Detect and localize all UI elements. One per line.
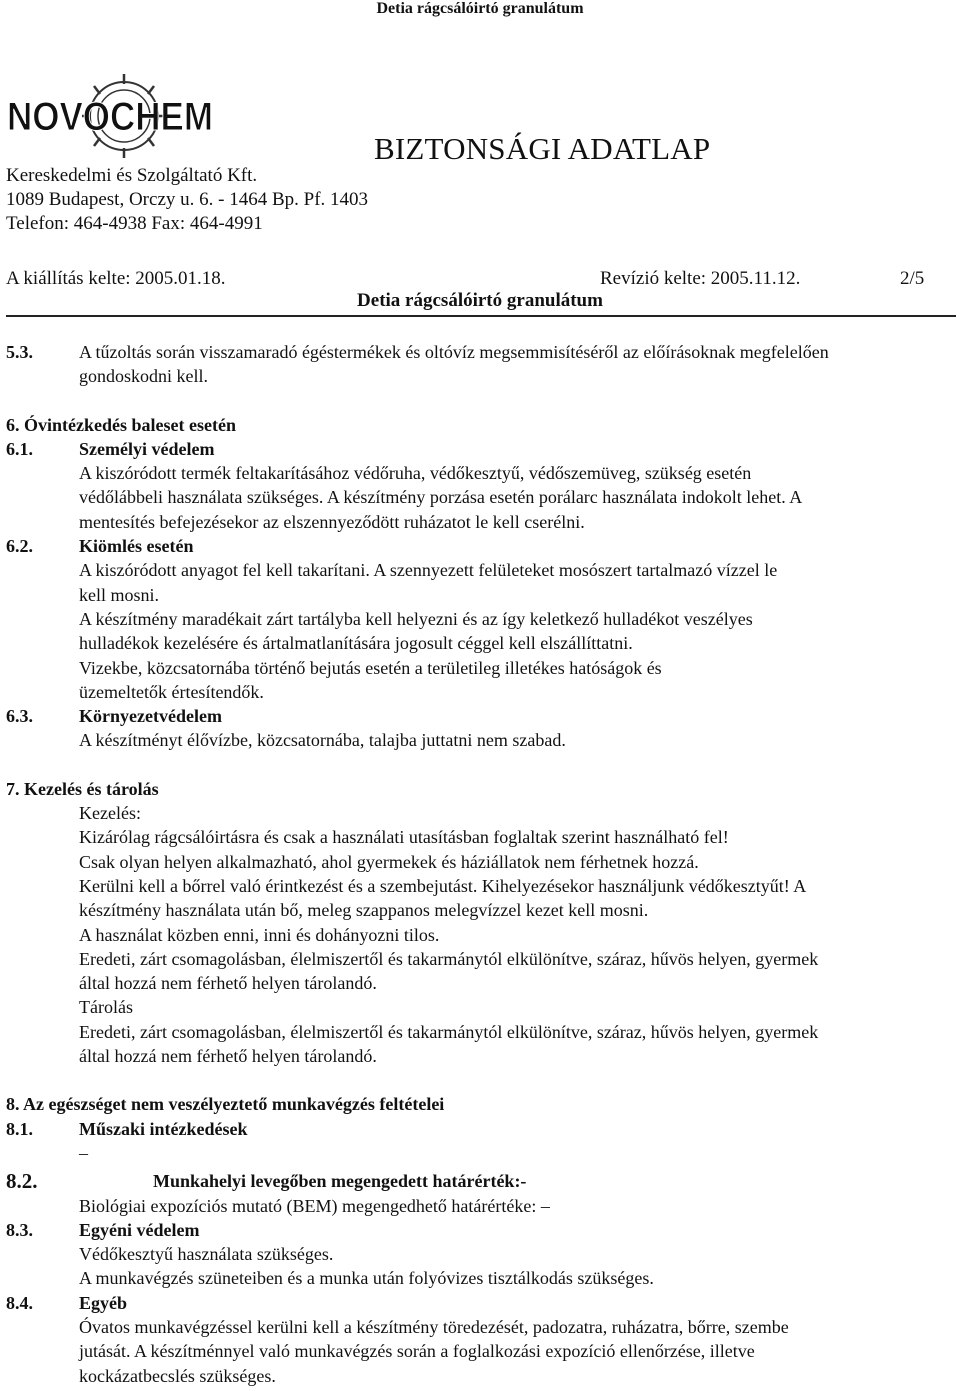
document-title: BIZTONSÁGI ADATLAP	[374, 131, 711, 166]
company-name: Kereskedelmi és Szolgáltató Kft.	[6, 165, 258, 186]
company-address	[6, 164, 368, 236]
section-6-3: 6.3. Környezetvédelem A készítményt élővízbe, közcsatornába, talajba juttatni nem szabad.	[6, 706, 566, 751]
section-6-title: 6. Óvintézkedés baleset esetén	[6, 414, 236, 435]
section-7-body: Kezelés: Kizárólag rágcsálóirtásra és csak a használati utasításban foglaltak szerint használható fel! Csak olyan helyen alkalmazható, ahol gyermekek és háziállatok nem férhetnek hozzá. Kerülni kell a bőrrel való érintkezést és a szembejutást. Kihelyezésekor használjunk védőkesztyűt! A készítmény használata után bő, meleg szappanos melegvízzel kezet kell mosni. A használat közben enni, inni és dohányozni tilos. Eredeti, zárt csomagolásban, élelmiszertől és takarmánytól elkülönítve, száraz, hűvös helyen, gyermek által hozzá nem férhető helyen tárolandó. Tárolás Eredeti, zárt csomagolásban, élelmiszertől és takarmánytól elkülönítve, száraz, hűvös helyen, gyermek által hozzá nem férhető helyen tárolandó.	[79, 803, 819, 1067]
svg-text:NOVOCHEM: NOVOCHEM	[7, 95, 213, 139]
section-8-title: 8. Az egészséget nem veszélyeztető munkavégzés feltételei	[6, 1094, 445, 1115]
section-8-3: 8.3. Egyéni védelem Védőkesztyű használata szükséges. A munkavégzés szüneteiben és a munka után folyóvizes tisztálkodás szükséges.	[6, 1219, 654, 1289]
company-phone: Telefon: 464-4938 Fax: 464-4991	[6, 213, 263, 234]
section-6-1: 6.1. Személyi védelem A kiszóródott termék feltakarításához védőruha, védőkesztyű, védőszemüveg, szükség esetén védőlábbeli használata szükséges. A készítmény porzása esetén porálarc használata indokolt lehet. A mentesítés befejezésekor az elszennyeződött ruházatot le kell cserélni.	[6, 438, 803, 532]
issue-date: A kiállítás kelte: 2005.01.18.	[6, 268, 226, 289]
section-5-3: 5.3. A tűzoltás során visszamaradó égéstermékek és oltóvíz megsemmisítéséről az előírásoknak megfelelően gondoskodni kell.	[6, 342, 829, 387]
product-name: Detia rágcsálóirtó granulátum	[357, 290, 603, 311]
company-postal: 1089 Budapest, Orczy u. 6. - 1464 Bp. Pf. 1403	[6, 189, 369, 210]
document-body	[6, 340, 948, 1388]
running-header-title: Detia rágcsálóirtó granulátum	[376, 0, 584, 17]
section-8-4: 8.4. Egyéb Óvatos munkavégzéssel kerülni kell a készítmény töredezését, padozatra, ruházatra, bőrre, szembe jutását. A készítménnyel való munkavégzés során a foglalkozási expozíció ellenőrzése, illetve kockázatbecslés szükséges.	[6, 1292, 789, 1386]
section-8-2: 8.2. Munkahelyi levegőben megengedett határérték:- Biológiai expozíciós mutató (BEM) megengedhető határértéke: –	[6, 1169, 550, 1216]
section-7-title: 7. Kezelés és tárolás	[6, 778, 159, 799]
section-6-2: 6.2. Kiömlés esetén A kiszóródott anyagot fel kell takarítani. A szennyezett felületeket mosószert tartalmazó vízzel le kell mosni. A készítmény maradékait zárt tartályba kell helyezni és az így keletkező hulladékot veszélyes hulladékok kezelésére és ártalmatlanítására jogosult céggel kell elszállíttatni. Vizekbe, közcsatornába történő bejutás esetén a területileg illetékes hatóságok és üzemeltetők értesítendők.	[6, 536, 778, 702]
header-divider	[6, 315, 956, 317]
revision-date: Revízió kelte: 2005.11.12.	[600, 268, 801, 289]
novochem-logo	[4, 72, 216, 160]
page-number: 2/5	[900, 268, 925, 289]
section-8-1: 8.1. Műszaki intézkedések –	[6, 1118, 248, 1163]
